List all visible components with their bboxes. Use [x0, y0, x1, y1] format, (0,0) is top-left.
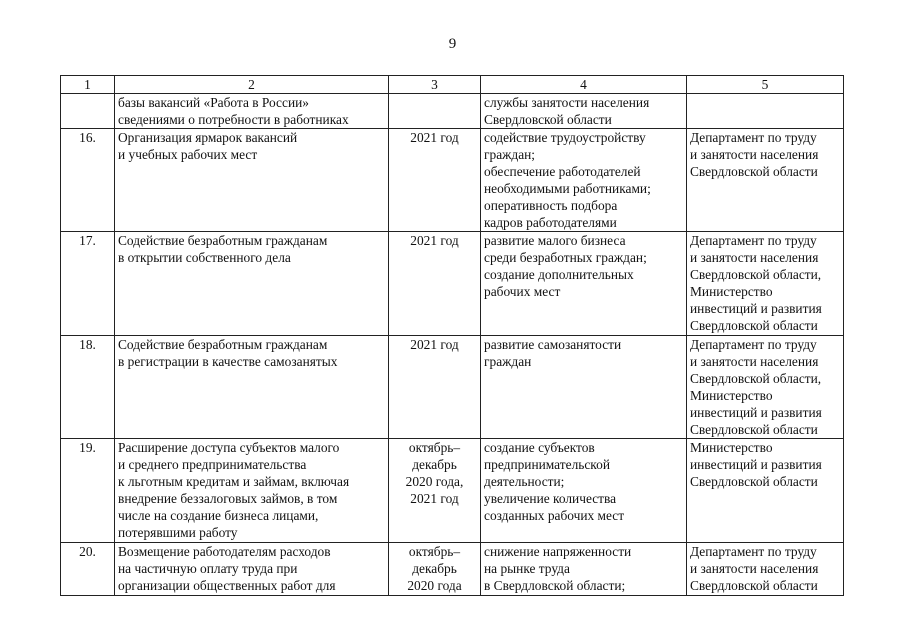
text-line: необходимыми работниками; — [484, 181, 651, 196]
text-line: Содействие безработным гражданам — [118, 337, 328, 352]
row-number-cell — [61, 94, 115, 129]
text-line: службы занятости населения — [484, 95, 650, 110]
text-line: Департамент по труду — [690, 337, 817, 352]
header-cell-4: 4 — [481, 76, 687, 94]
text-line: 2020 года — [407, 578, 462, 593]
result-cell — [481, 543, 687, 596]
text-line: потерявшими работу — [118, 525, 238, 540]
page-number: 9 — [448, 36, 457, 52]
text-line: и занятости населения — [690, 250, 819, 265]
text-line: декабрь — [412, 457, 457, 472]
measure-cell — [115, 543, 389, 596]
text-line: Свердловской области — [484, 112, 612, 127]
text-line: и учебных рабочих мест — [118, 147, 258, 162]
text-line: в регистрации в качестве самозанятых — [118, 354, 338, 369]
table-row — [61, 543, 844, 596]
header-cell-1: 1 — [61, 76, 115, 94]
period-cell — [389, 543, 481, 596]
text-line: 2021 год — [410, 233, 459, 248]
text-line: снижение напряженности — [484, 544, 632, 559]
text-line: Министерство — [690, 284, 773, 299]
header-cell-3: 3 — [389, 76, 481, 94]
text-line: развитие самозанятости — [484, 337, 622, 352]
text-line: декабрь — [412, 561, 457, 576]
measures-table — [60, 75, 844, 596]
measure-cell — [115, 439, 389, 543]
text-line: 2021 год — [410, 130, 459, 145]
text-line: создание субъектов — [484, 440, 595, 455]
text-line: 2021 год — [410, 337, 459, 352]
text-line: числе на создание бизнеса лицами, — [118, 508, 319, 523]
text-line: Возмещение работодателям расходов — [118, 544, 331, 559]
row-number-cell: 17. — [61, 232, 115, 336]
text-line: Министерство — [690, 388, 773, 403]
period-cell — [389, 129, 481, 232]
result-cell — [481, 232, 687, 336]
header-cell-5: 5 — [687, 76, 844, 94]
text-line: Расширение доступа субъектов малого — [118, 440, 340, 455]
result-cell — [481, 94, 687, 129]
row-number-cell: 19. — [61, 439, 115, 543]
text-line: Свердловской области, — [690, 267, 822, 282]
text-line: кадров работодателями — [484, 215, 617, 230]
text-line: на рынке труда — [484, 561, 570, 576]
text-line: октябрь– — [408, 440, 461, 455]
text-line: инвестиций и развития — [690, 457, 822, 472]
text-line: оперативность подбора — [484, 198, 618, 213]
period-cell — [389, 94, 481, 129]
text-line: к льготным кредитам и займам, включая — [118, 474, 350, 489]
text-line: обеспечение работодателей — [484, 164, 641, 179]
executor-cell — [687, 94, 844, 129]
text-line: Свердловской области — [690, 318, 818, 333]
text-line: 2020 года, — [405, 474, 464, 489]
period-cell — [389, 232, 481, 336]
text-line: Департамент по труду — [690, 544, 817, 559]
table-row — [61, 439, 844, 543]
row-number-cell: 16. — [61, 129, 115, 232]
text-line: Министерство — [690, 440, 773, 455]
text-line: рабочих мест — [484, 284, 561, 299]
text-line: Содействие безработным гражданам — [118, 233, 328, 248]
header-row — [61, 76, 844, 94]
result-cell — [481, 439, 687, 543]
text-line: сведениями о потребности в работниках — [118, 112, 349, 127]
text-line: Свердловской области — [690, 422, 818, 437]
text-line: организации общественных работ для — [118, 578, 336, 593]
period-cell — [389, 439, 481, 543]
text-line: и занятости населения — [690, 354, 819, 369]
executor-cell — [687, 129, 844, 232]
period-cell — [389, 336, 481, 439]
text-line: среди безработных граждан; — [484, 250, 647, 265]
text-line: в Свердловской области; — [484, 578, 626, 593]
text-line: созданных рабочих мест — [484, 508, 625, 523]
executor-cell — [687, 439, 844, 543]
header-cell-2: 2 — [115, 76, 389, 94]
text-line: базы вакансий «Работа в России» — [118, 95, 309, 110]
executor-cell — [687, 543, 844, 596]
text-line: деятельности; — [484, 474, 565, 489]
text-line: Департамент по труду — [690, 130, 817, 145]
text-line: инвестиций и развития — [690, 301, 822, 316]
text-line: Свердловской области — [690, 164, 818, 179]
measure-cell — [115, 94, 389, 129]
table-row — [61, 232, 844, 336]
text-line: внедрение беззалоговых займов, в том — [118, 491, 338, 506]
row-number-cell: 18. — [61, 336, 115, 439]
text-line: создание дополнительных — [484, 267, 634, 282]
text-line: содействие трудоустройству — [484, 130, 646, 145]
text-line: инвестиций и развития — [690, 405, 822, 420]
result-cell — [481, 336, 687, 439]
text-line: Свердловской области — [690, 578, 818, 593]
table-row — [61, 94, 844, 129]
text-line: на частичную оплату труда при — [118, 561, 298, 576]
text-line: и среднего предпринимательства — [118, 457, 307, 472]
result-cell — [481, 129, 687, 232]
table-row — [61, 129, 844, 232]
text-line: Департамент по труду — [690, 233, 817, 248]
text-line: Организация ярмарок вакансий — [118, 130, 298, 145]
text-line: и занятости населения — [690, 561, 819, 576]
text-line: граждан; — [484, 147, 536, 162]
text-line: граждан — [484, 354, 532, 369]
executor-cell — [687, 232, 844, 336]
text-line: предпринимательской — [484, 457, 610, 472]
text-line: октябрь– — [408, 544, 461, 559]
text-line: и занятости населения — [690, 147, 819, 162]
executor-cell — [687, 336, 844, 439]
text-line: развитие малого бизнеса — [484, 233, 626, 248]
text-line: Свердловской области, — [690, 371, 822, 386]
text-line: 2021 год — [410, 491, 459, 506]
measure-cell — [115, 129, 389, 232]
text-line: в открытии собственного дела — [118, 250, 291, 265]
table-row — [61, 336, 844, 439]
text-line: увеличение количества — [484, 491, 617, 506]
measure-cell — [115, 336, 389, 439]
measure-cell — [115, 232, 389, 336]
row-number-cell: 20. — [61, 543, 115, 596]
text-line: Свердловской области — [690, 474, 818, 489]
